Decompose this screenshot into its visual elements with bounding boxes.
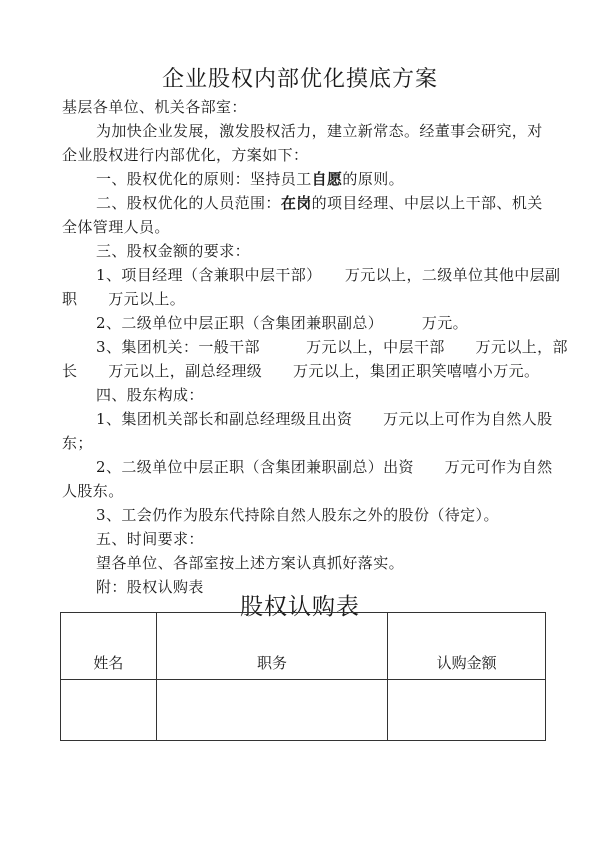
- table-row: [61, 680, 546, 741]
- attachment-note: 附：股权认购表: [96, 578, 204, 596]
- header-position: 职务: [156, 613, 388, 680]
- header-name: 姓名: [61, 613, 157, 680]
- section-3-item-3-line-2: 长 万元以上，副总经理级 万元以上，集团正职笑嘻嘻小万元。: [62, 362, 540, 380]
- section-4-item-3: 3、工会仍作为股东代持除自然人股东之外的股份（待定）。: [96, 506, 499, 524]
- cell-amount: [388, 680, 546, 741]
- section-4-item-2-line-1: 2、二级单位中层正职（含集团兼职副总）出资 万元可作为自然: [96, 458, 553, 476]
- table-header-row: [61, 613, 546, 680]
- section-2: [96, 193, 543, 213]
- subscription-table: [60, 612, 546, 741]
- page-title: 企业股权内部优化摸底方案: [161, 67, 438, 92]
- intro-line-2: 企业股权进行内部优化，方案如下：: [62, 146, 309, 164]
- recipient-line: 基层各单位、机关各部室：: [62, 98, 247, 116]
- section-3-item-1-line-2: 职 万元以上。: [62, 290, 186, 308]
- section-1-tail: 的原则。: [342, 170, 405, 188]
- section-2-text: 二、股权优化的人员范围：: [96, 194, 281, 212]
- section-2-tail: 的项目经理、中层以上干部、机关: [311, 194, 543, 212]
- section-2-line-2: 全体管理人员。: [62, 218, 170, 236]
- section-1-text: 一、股权优化的原则：坚持员工: [96, 170, 312, 188]
- section-5-body: 望各单位、各部室按上述方案认真抓好落实。: [96, 554, 405, 572]
- header-amount: 认购金额: [388, 613, 546, 680]
- section-3-heading: 三、股权金额的要求：: [96, 242, 251, 260]
- section-2-bold: 在岗: [280, 194, 312, 212]
- section-4-heading: 四、股东构成：: [96, 386, 204, 404]
- cell-position: [156, 680, 388, 741]
- section-5-heading: 五、时间要求：: [96, 530, 204, 548]
- section-4-item-1-line-1: 1、集团机关部长和副总经理级且出资 万元以上可作为自然人股: [96, 410, 553, 428]
- section-3-item-3-line-1: 3、集团机关：一般干部 万元以上，中层干部 万元以上，部: [96, 338, 568, 356]
- section-1-bold: 自愿: [311, 170, 343, 188]
- section-3-item-1-line-1: 1、项目经理（含兼职中层干部） 万元以上，二级单位其他中层副: [96, 266, 561, 284]
- cell-name: [61, 680, 157, 741]
- table-title: 股权认购表: [240, 594, 360, 620]
- section-4-item-2-line-2: 人股东。: [62, 482, 124, 500]
- section-3-item-2: 2、二级单位中层正职（含集团兼职副总） 万元。: [96, 314, 469, 332]
- section-4-item-1-line-2: 东；: [62, 434, 93, 452]
- intro-line-1: 为加快企业发展，激发股权活力，建立新常态。经董事会研究，对: [96, 122, 543, 140]
- section-1: [96, 169, 404, 189]
